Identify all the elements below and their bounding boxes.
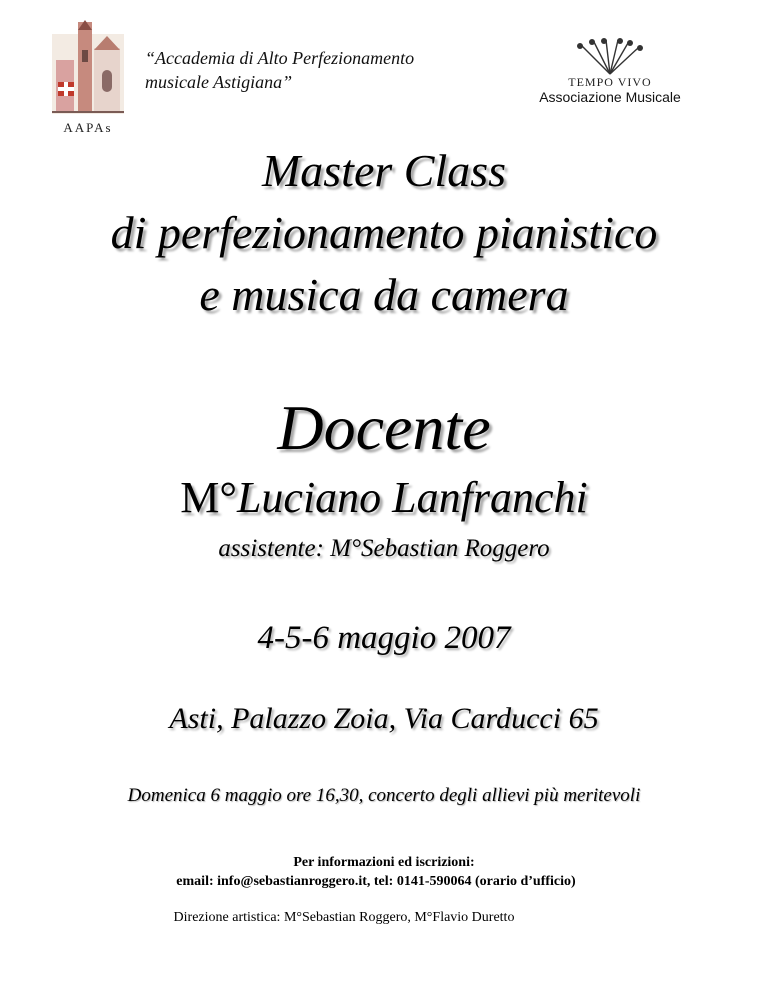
docente-heading: Docente — [277, 392, 491, 463]
music-notes-fan-icon — [570, 38, 650, 76]
concert-note: Domenica 6 maggio ore 16,30, concerto degli allievi più meritevoli — [127, 785, 641, 806]
aapas-logo-caption: AAPAs — [63, 120, 113, 135]
tempo-vivo-name: TEMPO VIVO — [568, 75, 652, 89]
tempo-vivo-logo — [530, 38, 690, 114]
info-contacts: email: info@sebastianroggero.it, tel: 0141-590064 (orario d’ufficio) — [176, 874, 576, 889]
artistic-direction: Direzione artistica: M°Sebastian Roggero, M°Flavio Duretto — [173, 910, 515, 925]
assistant-name: assistente: M°Sebastian Roggero — [218, 535, 550, 562]
academy-name — [145, 46, 414, 94]
academy-line-1: “Accademia di Alto Perfezionamento — [145, 48, 415, 68]
event-venue: Asti, Palazzo Zoia, Via Carducci 65 — [169, 702, 599, 735]
title-line-1: Master Class — [261, 145, 507, 196]
title-line-2: di perfezionamento pianistico — [110, 207, 658, 258]
aapas-logo — [48, 20, 128, 136]
title-line-3: e musica da camera — [199, 269, 569, 320]
teacher-full-name: Luciano Lanfranchi — [236, 473, 588, 522]
event-dates: 4-5-6 maggio 2007 — [257, 620, 511, 656]
info-label: Per informazioni ed iscrizioni: — [293, 855, 475, 870]
tempo-vivo-subtitle: Associazione Musicale — [539, 89, 681, 105]
teacher-name — [0, 470, 768, 526]
church-illustration-icon — [48, 20, 128, 118]
teacher-prefix: M° — [180, 473, 237, 522]
academy-line-2: musicale Astigiana” — [145, 72, 293, 92]
